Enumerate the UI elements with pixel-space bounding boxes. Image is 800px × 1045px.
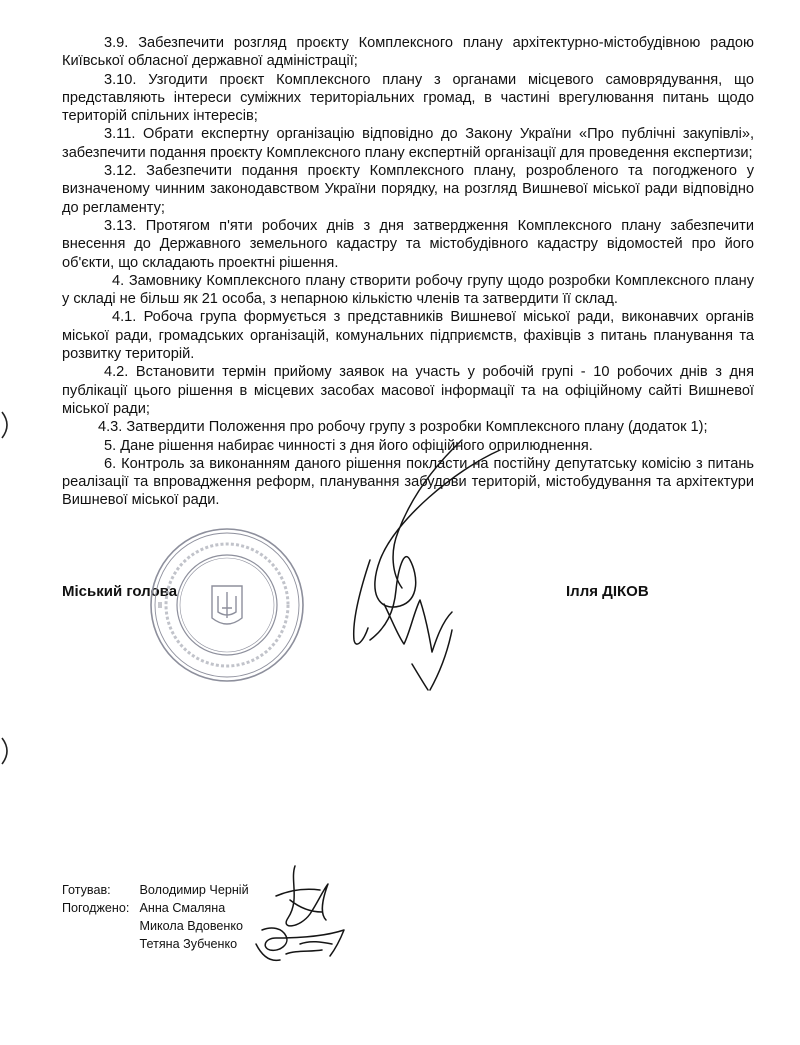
paragraph-4-3: 4.3. Затвердити Положення про робочу групу з розробки Комплексного плану (додаток 1); <box>98 419 708 436</box>
paragraph-6: 6. Контроль за виконанням даного рішення покласти на постійну депутатську комісію з питань реалізації та впровадження реформ, планування забудови територій, містобудування та архітектури Вишневої міської ради. <box>62 455 754 509</box>
paragraph-3-9: 3.9. Забезпечити розгляд проєкту Комплексного плану архітектурно-містобудівною радою Київської обласної державної адміністрації; <box>62 35 754 70</box>
paragraph-3-10: 3.10. Узгодити проєкт Комплексного плану з органами місцевого самоврядування, що представляють інтереси суміжних територіальних громад, в частині врегулювання питань щодо територій спільних інтересів; <box>62 71 754 125</box>
prepared-row <box>62 881 249 899</box>
prepared-name: Володимир Черній <box>139 883 249 897</box>
agreed-row <box>62 917 249 935</box>
agreed-name-3: Тетяна Зубченко <box>139 937 238 951</box>
agreed-name-1: Анна Смаляна <box>139 901 226 915</box>
paragraph-4-2: 4.2. Встановити термін прийому заявок на участь у робочій групі - 10 робочих днів з дня публікації цього рішення в місцевих засобах масової інформації та на офіційному сайті Вишневої міської ради; <box>62 364 754 417</box>
punch-hole-mark <box>0 410 14 440</box>
agreed-row <box>62 899 249 917</box>
agreed-name-2: Микола Вдовенко <box>139 919 244 933</box>
paragraph-3-11: 3.11. Обрати експертну організацію відповідно до Закону України «Про публічні закупівлі», забезпечити подання проєкту Комплексного плану експертній організації для проведення експертизи; <box>62 126 754 161</box>
signatory-position: Міський голова <box>62 583 178 600</box>
signatory-name: Ілля ДІКОВ <box>566 583 649 600</box>
agreed-label: Погоджено: <box>62 901 130 915</box>
paragraph-4: 4. Замовнику Комплексного плану створити робочу групу щодо розробки Комплексного плану у складі не більш як 21 особа, з непарною кількістю членів та затвердити її склад. <box>62 272 754 308</box>
official-seal-stamp <box>148 526 306 684</box>
paragraph-4-1: 4.1. Робоча група формується з представників Вишневої міської ради, виконавчих органів міської ради, громадських організацій, комунальних підприємств, фахівців з питань планування та розвитку територій. <box>62 309 754 363</box>
document-body <box>62 34 754 510</box>
prepared-agreed-block <box>62 881 249 953</box>
paragraph-3-12: 3.12. Забезпечити подання проєкту Комплексного плану, розробленого та погодженого у визначеному чинним законодавством України порядку, на розгляд Вишневої міської ради відповідно до регламенту; <box>62 163 754 216</box>
paragraph-3-13: 3.13. Протягом п'яти робочих днів з дня затвердження Комплексного плану забезпечити внесення до Державного земельного кадастру та містобудівного кадастру відомостей про його об'єкти, що складають проектні рішення. <box>62 217 754 271</box>
paragraph-5: 5. Дане рішення набирає чинності з дня його офіційного оприлюднення. <box>104 437 593 454</box>
punch-hole-mark <box>0 736 14 766</box>
prepared-label: Готував: <box>62 883 111 897</box>
agreed-row <box>62 935 249 953</box>
